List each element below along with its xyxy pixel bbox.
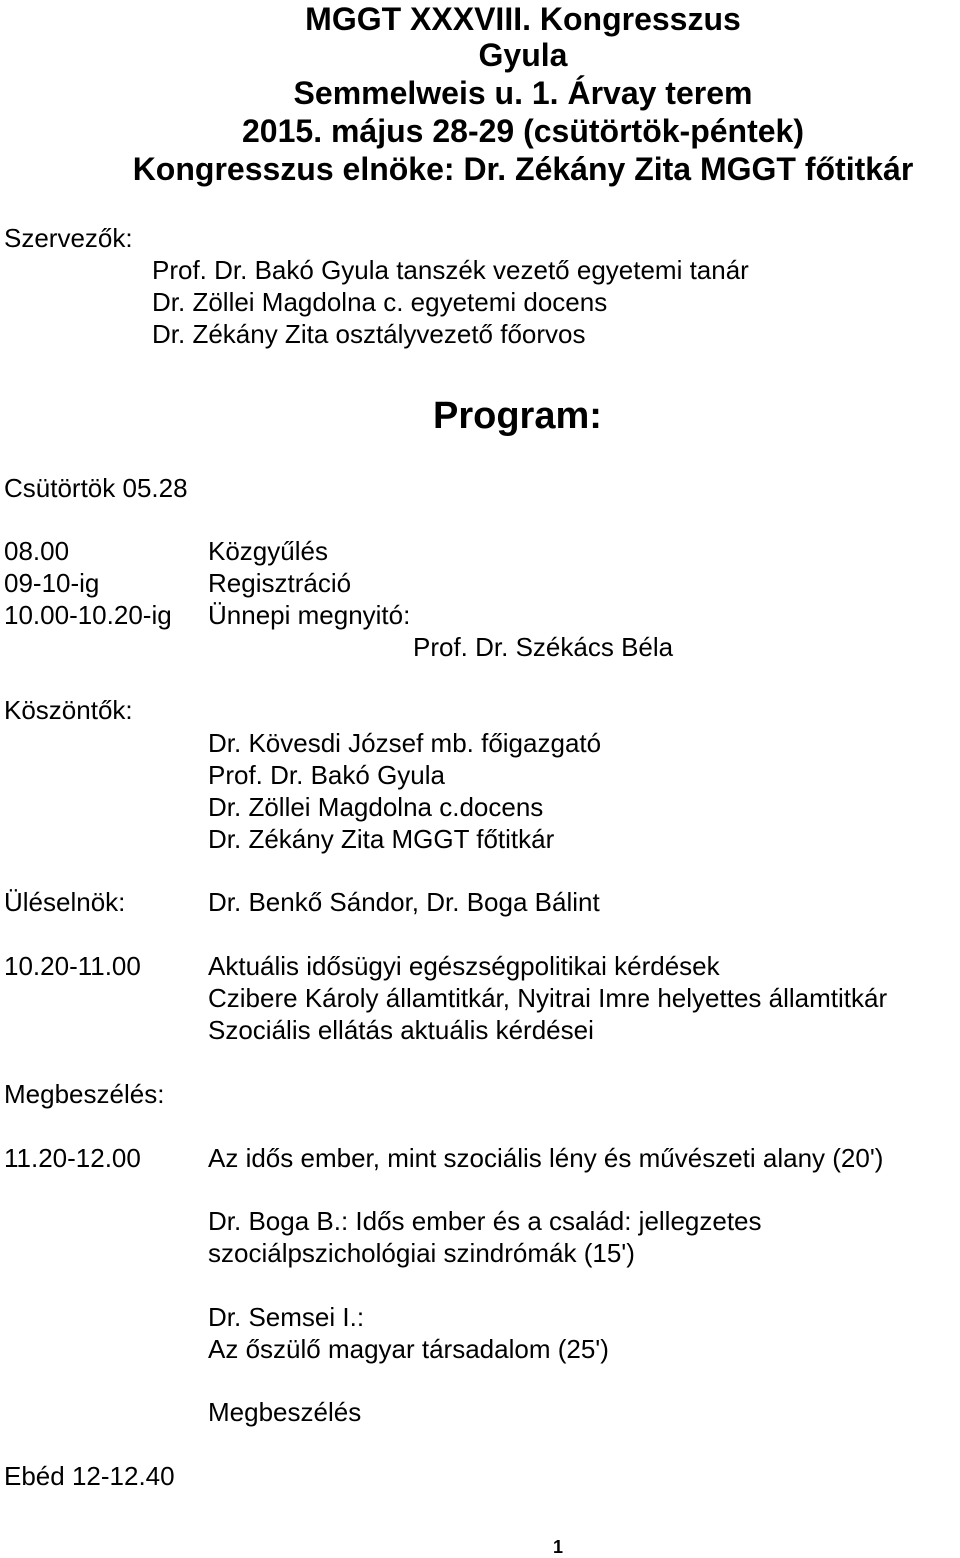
schedule-text: Közgyűlés [208, 536, 328, 566]
greeting-item: Dr. Kövesdi József mb. főigazgató [208, 728, 602, 758]
greeting-item: Dr. Zékány Zita MGGT főtitkár [208, 824, 555, 854]
program-title: Program: [433, 395, 602, 437]
session-line: Aktuális idősügyi egészségpolitikai kérdések [208, 951, 720, 981]
schedule-time: 10.00-10.20-ig [4, 600, 172, 630]
session-line: Szociális ellátás aktuális kérdései [208, 1015, 594, 1045]
schedule-time: 08.00 [4, 536, 70, 566]
page-number: 1 [553, 1537, 564, 1557]
talk-line: Dr. Semsei I.: [208, 1302, 365, 1332]
organizer-item: Prof. Dr. Bakó Gyula tanszék vezető egyetemi tanár [152, 255, 749, 285]
day-label: Csütörtök 05.28 [4, 473, 188, 503]
congress-president: Kongresszus elnöke: Dr. Zékány Zita MGGT főtitkár [132, 151, 914, 187]
talk-line: Dr. Boga B.: Idős ember és a család: jellegzetes [208, 1206, 762, 1236]
chairs-label: Üléselnök: [4, 887, 126, 917]
talk-line: szociálpszichológiai szindrómák (15') [208, 1238, 635, 1268]
congress-venue: Semmelweis u. 1. Árvay terem [293, 75, 753, 111]
congress-title: MGGT XXXVIII. Kongresszus [305, 1, 741, 37]
session-line: Czibere Károly államtitkár, Nyitrai Imre helyettes államtitkár [208, 983, 888, 1013]
greetings-label: Köszöntők: [4, 695, 133, 725]
talk-line: Az őszülő magyar társadalom (25') [208, 1334, 609, 1364]
congress-date: 2015. május 28-29 (csütörtök-péntek) [242, 113, 804, 149]
schedule-time: 09-10-ig [4, 568, 100, 598]
schedule-text: Regisztráció [208, 568, 352, 598]
chairs-value: Dr. Benkő Sándor, Dr. Boga Bálint [208, 887, 600, 917]
opening-speaker: Prof. Dr. Székács Béla [413, 632, 674, 662]
organizer-item: Dr. Zöllei Magdolna c. egyetemi docens [152, 287, 608, 317]
congress-city: Gyula [478, 37, 568, 73]
lunch-label: Ebéd 12-12.40 [4, 1461, 175, 1491]
greeting-item: Dr. Zöllei Magdolna c.docens [208, 792, 544, 822]
schedule-text: Ünnepi megnyitó: [208, 600, 411, 630]
session-time: 10.20-11.00 [4, 951, 141, 981]
greeting-item: Prof. Dr. Bakó Gyula [208, 760, 445, 790]
session-time: 11.20-12.00 [4, 1143, 141, 1173]
closing-discussion: Megbeszélés [208, 1397, 362, 1427]
organizers-label: Szervezők: [4, 223, 133, 253]
discussion-label: Megbeszélés: [4, 1079, 165, 1109]
session-title: Az idős ember, mint szociális lény és művészeti alany (20') [208, 1143, 884, 1173]
organizer-item: Dr. Zékány Zita osztályvezető főorvos [152, 319, 586, 349]
